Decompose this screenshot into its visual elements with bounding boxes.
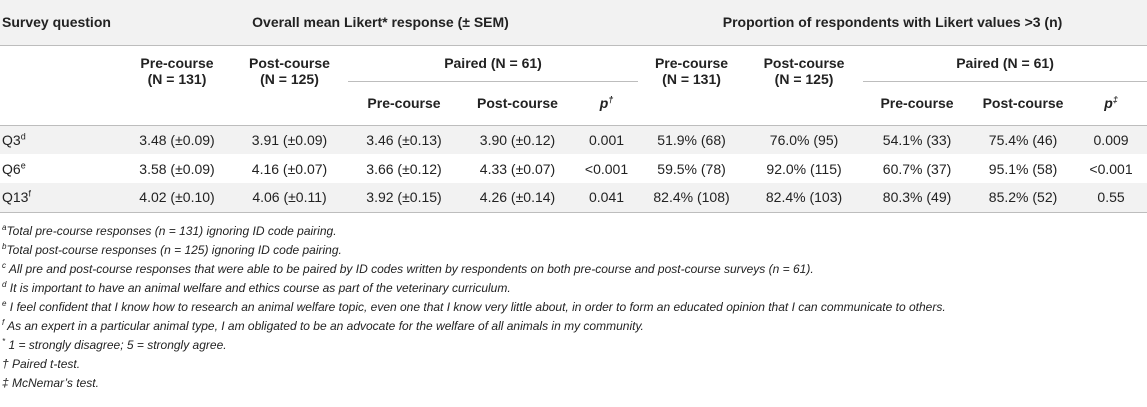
cell-mean-paired-post: 4.26 (±0.14) [479, 189, 556, 206]
footnotes [0, 213, 1147, 393]
header-prop-post-label: Post-course [763, 54, 845, 71]
table-row [0, 125, 1147, 154]
cell-prop-paired-pre: 54.1% (33) [882, 131, 952, 148]
cell-prop-paired-post: 85.2% (52) [988, 189, 1058, 206]
header-mean-post-n: (N = 125) [260, 70, 319, 87]
cell-prop-pre: 82.4% (108) [653, 189, 730, 206]
table-row [0, 183, 1147, 212]
footnote: $^f$ As an expert in a particular animal type, I am obligated to be an advocate for the welfare of all animals in my community. [2, 317, 644, 333]
header-prop-pre [638, 45, 745, 125]
header-mean-post [231, 45, 348, 125]
row-label: Q13$^f$ [2, 188, 31, 206]
cell-mean-paired-p: <0.001 [584, 160, 629, 177]
header-mean-paired: Paired (N = 61) [348, 45, 638, 81]
p-label: p [599, 95, 609, 111]
header-prop-paired: Paired (N = 61) [863, 45, 1147, 81]
header-mean-pre-n: (N = 131) [147, 70, 207, 87]
cell-prop-paired-p: 0.009 [1093, 131, 1129, 148]
header-survey-question: Survey question [2, 14, 111, 31]
p-label: p [1104, 95, 1113, 111]
header-prop-post [745, 45, 863, 125]
cell-prop-paired-p: <0.001 [1089, 160, 1133, 177]
cell-prop-paired-pre: 80.3% (49) [882, 189, 952, 206]
table-row [0, 154, 1147, 183]
header-prop-paired-p [1075, 81, 1147, 125]
cell-mean-paired-pre: 3.46 (±0.13) [366, 131, 442, 148]
header-mean-paired-pre: Pre-course [367, 95, 441, 111]
footnote: $^a$Total pre-course responses (n = 131) ignoring ID code pairing. [2, 222, 337, 238]
cell-prop-post: 76.0% (95) [769, 131, 839, 148]
footnote: † Paired t-test. [2, 356, 81, 371]
cell-mean-pre: 3.48 (±0.09) [139, 131, 215, 148]
cell-mean-post: 3.91 (±0.09) [251, 131, 328, 148]
header-overall-mean: Overall mean Likert* response (± SEM) [252, 14, 509, 31]
row-label: Q6e [2, 159, 26, 177]
header-prop-post-n: (N = 125) [774, 70, 834, 87]
cell-prop-pre: 51.9% (68) [657, 131, 726, 148]
footnote: $^b$Total post-course responses (n = 125) ignoring ID code pairing. [2, 241, 342, 257]
dagger-mark: † [608, 94, 614, 105]
header-prop-paired-pre: Pre-course [880, 95, 954, 111]
cell-mean-paired-p: 0.041 [588, 189, 625, 206]
cell-mean-pre: 3.58 (±0.09) [139, 160, 215, 177]
cell-mean-post: 4.16 (±0.07) [251, 160, 328, 177]
footnote: $^d$ It is important to have an animal welfare and ethics course as part of the veterinary curriculum. [2, 279, 511, 295]
cell-mean-paired-p: 0.001 [588, 131, 625, 148]
header-proportion: Proportion of respondents with Likert values >3 (n) [722, 14, 1063, 31]
cell-prop-paired-post: 75.4% (46) [988, 131, 1058, 148]
ddagger-mark: ‡ [1112, 94, 1118, 105]
row-label: Q3$^d$ [2, 131, 26, 148]
cell-mean-pre: 4.02 (±0.10) [139, 189, 215, 206]
cell-prop-paired-pre: 60.7% (37) [882, 160, 952, 177]
header-mean-paired-p [575, 81, 638, 125]
cell-mean-paired-pre: 3.66 (±0.12) [366, 160, 442, 177]
footnote: $^e$ I feel confident that I know how to research an animal welfare topic, even one that I know very little about, in order to form an educated opinion that I can communicate to others. [2, 298, 946, 314]
header-mean-pre-label: Pre-course [140, 54, 214, 71]
header-prop-pre-label: Pre-course [654, 54, 729, 71]
footnote: * 1 = strongly disagree; 5 = strongly agree. [2, 336, 227, 352]
header-prop-paired-post: Post-course [982, 95, 1064, 111]
cell-prop-paired-post: 95.1% (58) [988, 160, 1058, 177]
header-prop-pre-n: (N = 131) [662, 70, 721, 87]
cell-mean-paired-post: 4.33 (±0.07) [479, 160, 556, 177]
header-mean-post-label: Post-course [249, 54, 330, 71]
cell-prop-post: 92.0% (115) [766, 160, 842, 177]
header-mean-paired-post: Post-course [477, 95, 558, 111]
cell-prop-paired-p: 0.55 [1097, 189, 1125, 206]
cell-prop-post: 82.4% (103) [765, 189, 843, 206]
cell-prop-pre: 59.5% (78) [657, 160, 726, 177]
footnote: $^c$ All pre and post-course responses that were able to be paired by ID codes written by respondents on both pre-course and post-course surveys (n = 61). [2, 260, 814, 276]
footnote: ‡ McNemar’s test. [2, 375, 99, 390]
cell-mean-paired-pre: 3.92 (±0.15) [366, 189, 442, 206]
cell-mean-paired-post: 3.90 (±0.12) [479, 131, 556, 148]
cell-mean-post: 4.06 (±0.11) [252, 189, 327, 206]
header-mean-pre [123, 45, 231, 125]
